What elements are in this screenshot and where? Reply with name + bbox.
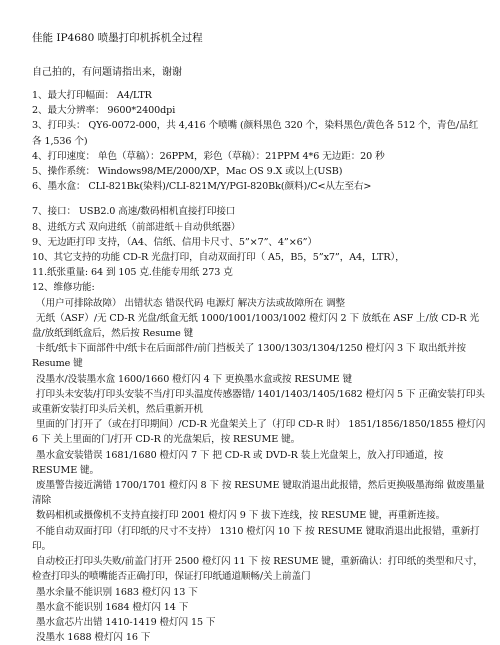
- spec-item: 4、打印速度： 单色（草稿）：26PPM，彩色（草稿）：21PPM 4*6 无边距：20 秒: [32, 150, 385, 162]
- spec-list-continued: [32, 204, 486, 295]
- spec-item: 1、最大打印幅面： A4/LTR: [32, 90, 152, 101]
- spec-item: 9、无边距打印 支持，（A4、信纸、信用卡尺寸、5”×7”、4”×6”）: [32, 236, 317, 248]
- spec-item: 11.纸张重量: 64 到 105 克.佳能专用纸 273 克: [32, 267, 233, 279]
- error-row: 墨水盒安装错误 1681/1680 橙灯闪 7 下 把 CD-R 或 DVD-R 装上光盘架上，放入打印通道，按 RESUME 键。: [32, 449, 444, 476]
- spec-item: 3、打印头： QY6-0072-000，共 4,416 个喷嘴 (颜料黑色 320 个，染料黑色/黄色各 512 个，青色/品红各 1,536 个): [32, 120, 479, 147]
- spec-item: 5、操作系统： Windows98/ME/2000/XP，Mac OS 9.X 或以上(USB): [32, 166, 343, 178]
- error-row: 墨水盒不能识别 1684 橙灯闪 14 下: [36, 601, 189, 613]
- document-title: 佳能 IP4680 喷墨打印机拆机全过程: [32, 32, 203, 44]
- error-code-list: [32, 296, 486, 645]
- error-row: 卡纸/纸卡下面部件中/纸卡在后面部件/前门挡板关了 1300/1303/1304/1250 橙灯闪 3 下 取出纸并按 Resume 键: [32, 343, 466, 370]
- error-row: 没墨水/没装墨水盒 1600/1660 橙灯闪 4 下 更换墨水盒或按 RESUME 键: [36, 373, 352, 385]
- spec-item: 10、其它支持的功能 CD-R 光盘打印，自动双面打印（ A5，B5，5”x7”，A4，LTR），: [32, 252, 405, 264]
- error-row: 废墨警告接近满错 1700/1701 橙灯闪 8 下 按 RESUME 键取消退出此报错，然后更换吸墨海绵 做废墨量清除: [32, 480, 485, 507]
- error-header: （用户可排除故障） 出错状态 错误代码 电源灯 解决方法或故障所在 调整: [36, 297, 346, 309]
- error-row: 没墨水 1688 橙灯闪 16 下: [36, 632, 151, 644]
- error-row: 数码相机或摄像机不支持直接打印 2001 橙灯闪 9 下 拔下连线，按 RESUME 键，再重新连接。: [36, 510, 446, 522]
- spec-item: 2、最大分辨率： 9600*2400dpi: [32, 105, 176, 117]
- spec-item: 6、墨水盒： CLI-821Bk(染料)/CLI-821M/Y/PGI-820Bk(颜料)/C<从左至右>: [32, 181, 372, 193]
- error-row: 打印头未安装/打印头安装不当/打印头温度传感器错/ 1401/1403/1405/1682 橙灯闪 5 下 正确安装打印头或重新安装打印头后关机，然后重新开机: [32, 388, 485, 416]
- error-row: 里面的门打开了（或在打印期间）/CD-R 光盘架关上了（打印 CD-R 时） 1851/1856/1850/1855 橙灯闪 6 下 关上里面的门/打开 CD-R 的光盘架后，按 RESUME 键。: [32, 419, 486, 446]
- intro-text: 自己拍的，有问题请指出来，谢谢: [32, 67, 182, 78]
- spacer: [32, 194, 486, 204]
- spec-list: [32, 88, 486, 194]
- spec-item: 7、接口： USB2.0 高速/数码相机直接打印接口: [32, 206, 236, 218]
- error-row: 墨水余量不能识别 1683 橙灯闪 13 下: [36, 586, 198, 598]
- error-row: 无纸（ASF）/无 CD-R 光盘/纸盒无纸 1000/1001/1003/1002 橙灯闪 2 下 放纸在 ASF 上/放 CD-R 光盘/放纸到纸盒后，然后按 Resume 键: [32, 312, 479, 340]
- error-row: 不能自动双面打印（打印纸的尺寸不支持） 1310 橙灯闪 10 下 按 RESUME 键取消退出此报错，重新打印。: [32, 525, 480, 552]
- spec-item: 12、维修功能:: [32, 282, 95, 294]
- spec-item: 8、进纸方式 双向进纸（前部进纸＋自动供纸器）: [32, 221, 241, 233]
- error-row: 自动校正打印头失败/前盖门打开 2500 橙灯闪 11 下 按 RESUME 键，重新确认：打印纸的类型和尺寸，检查打印头的喷嘴能否正确打印，保证打印纸通道顺畅/关上前盖门: [32, 556, 483, 583]
- error-row: 墨水盒芯片出错 1410-1419 橙灯闪 15 下: [36, 616, 216, 628]
